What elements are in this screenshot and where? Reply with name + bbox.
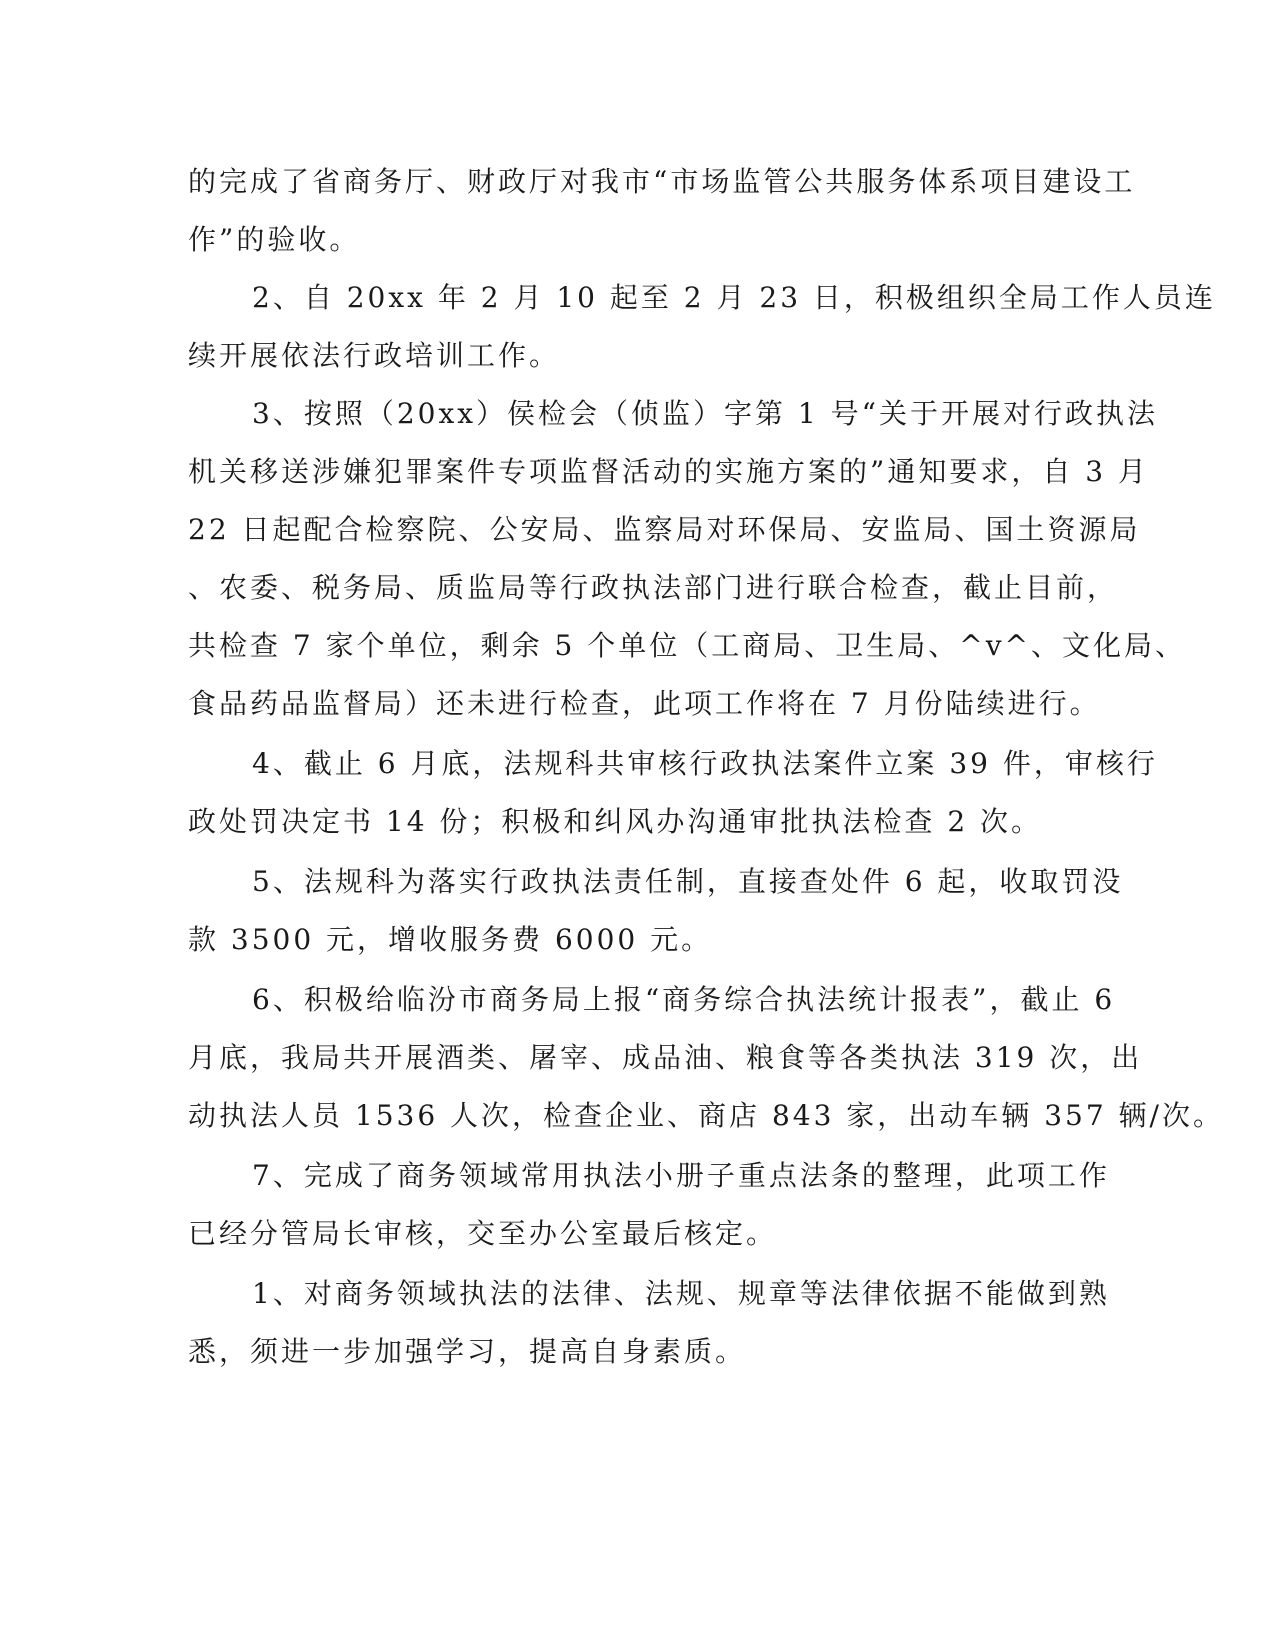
text-line: 悉，须进一步加强学习，提高自身素质。 [188, 1335, 747, 1368]
text-line: 月底，我局共开展酒类、屠宰、成品油、粮食等各类执法 319 次，出 [188, 1041, 1143, 1074]
text-line: 动执法人员 1536 人次，检查企业、商店 843 家，出动车辆 357 辆/次。 [188, 1099, 1224, 1132]
paragraph-issues-1-start: 1、对商务领域执法的法律、法规、规章等法律依据不能做到熟 [252, 1277, 1110, 1310]
paragraph-4-start: 4、截止 6 月底，法规科共审核行政执法案件立案 39 件，审核行 [252, 747, 1158, 780]
paragraph-3-start: 3、按照（20xx）侯检会（侦监）字第 1 号“关于开展对行政执法 [252, 397, 1158, 430]
paragraph-5-start: 5、法规科为落实行政执法责任制，直接查处件 6 起，收取罚没 [252, 865, 1124, 898]
text-line: 款 3500 元，增收服务费 6000 元。 [188, 923, 713, 956]
text-line: 机关移送涉嫌犯罪案件专项监督活动的实施方案的”通知要求，自 3 月 [188, 455, 1149, 488]
text-line: 作”的验收。 [188, 223, 361, 256]
paragraph-2-start: 2、自 20xx 年 2 月 10 起至 2 月 23 日，积极组织全局工作人员连 [252, 281, 1216, 314]
paragraph-6-start: 6、积极给临汾市商务局上报“商务综合执法统计报表”，截止 6 [252, 983, 1116, 1016]
text-line: 已经分管局长审核，交至办公室最后核定。 [188, 1217, 778, 1250]
text-line: 续开展依法行政培训工作。 [188, 339, 561, 372]
paragraph-7-start: 7、完成了商务领域常用执法小册子重点法条的整理，此项工作 [252, 1159, 1110, 1192]
text-line: 的完成了省商务厅、财政厅对我市“市场监管公共服务体系项目建设工 [188, 165, 1136, 198]
text-line: 食品药品监督局）还未进行检查，此项工作将在 7 月份陆续进行。 [188, 687, 1101, 720]
text-line: 、农委、税务局、质监局等行政执法部门进行联合检查，截止目前， [188, 571, 1119, 604]
text-line: 政处罚决定书 14 份；积极和纠风办沟通审批执法检查 2 次。 [188, 805, 1043, 838]
text-line: 22 日起配合检察院、公安局、监察局对环保局、安监局、国土资源局 [188, 513, 1141, 546]
text-line: 共检查 7 家个单位，剩余 5 个单位（工商局、卫生局、^v^、文化局、 [188, 629, 1186, 662]
